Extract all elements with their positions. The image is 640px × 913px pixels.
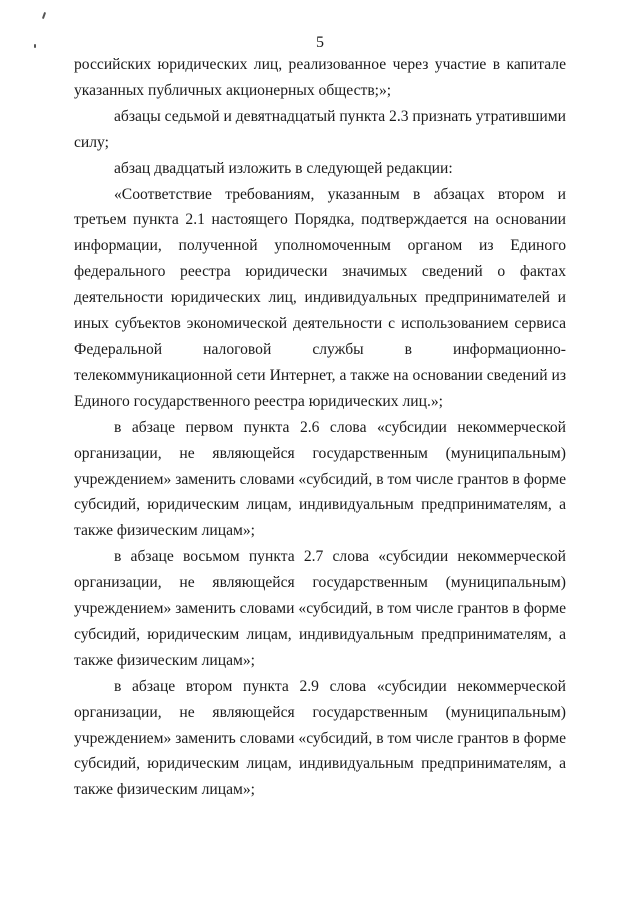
paragraph-item-2-9: в абзаце втором пункта 2.9 слова «субсидии некоммерческой организации, не являющейся государственным (муниципальным) учреждением» заменить словами «субсидий, в том числе грантов в форме субсидий, юридическим лицам, индивидуальным предпринимателям, а также физическим лицам»; (74, 677, 566, 799)
scan-mark-top-left (42, 12, 46, 19)
document-body (74, 52, 566, 803)
paragraph-new-wording: «Соответствие требованиям, указанным в абзацах втором и третьем пункта 2.1 настоящего Порядка, подтверждается на основании информации, полученной уполномоченным органом из Единого федерального реестра юридически значимых сведений о фактах деятельности юридических лиц, индивидуальных предпринимателей и иных субъектов экономической деятельности с использованием сервиса Федеральной налоговой службы в информационно-телекоммуникационной сети Интернет, а также на основании сведений из Единого государственного реестра юридических лиц.»; (74, 185, 566, 410)
paragraph-amend-intro: абзац двадцатый изложить в следующей редакции: (114, 159, 453, 177)
page-number: 5 (316, 34, 324, 51)
paragraph-item-2-7: в абзаце восьмом пункта 2.7 слова «субсидии некоммерческой организации, не являющейся государственным (муниципальным) учреждением» заменить словами «субсидий, в том числе грантов в форме субсидий, юридическим лицам, индивидуальным предпринимателям, а также физическим лицам»; (74, 548, 566, 669)
paragraph-repeal-clause: абзацы седьмой и девятнадцатый пункта 2.3 признать утратившими силу; (74, 107, 566, 151)
paragraph-item-2-6: в абзаце первом пункта 2.6 слова «субсидии некоммерческой организации, не являющейся государственным (муниципальным) учреждением» заменить словами «субсидий, в том числе грантов в форме субсидий, юридическим лицам, индивидуальным предпринимателям, а также физическим лицам»; (74, 418, 566, 540)
paragraph-continuation: российских юридических лиц, реализованное через участие в капитале указанных публичных акционерных обществ;»; (74, 56, 566, 99)
